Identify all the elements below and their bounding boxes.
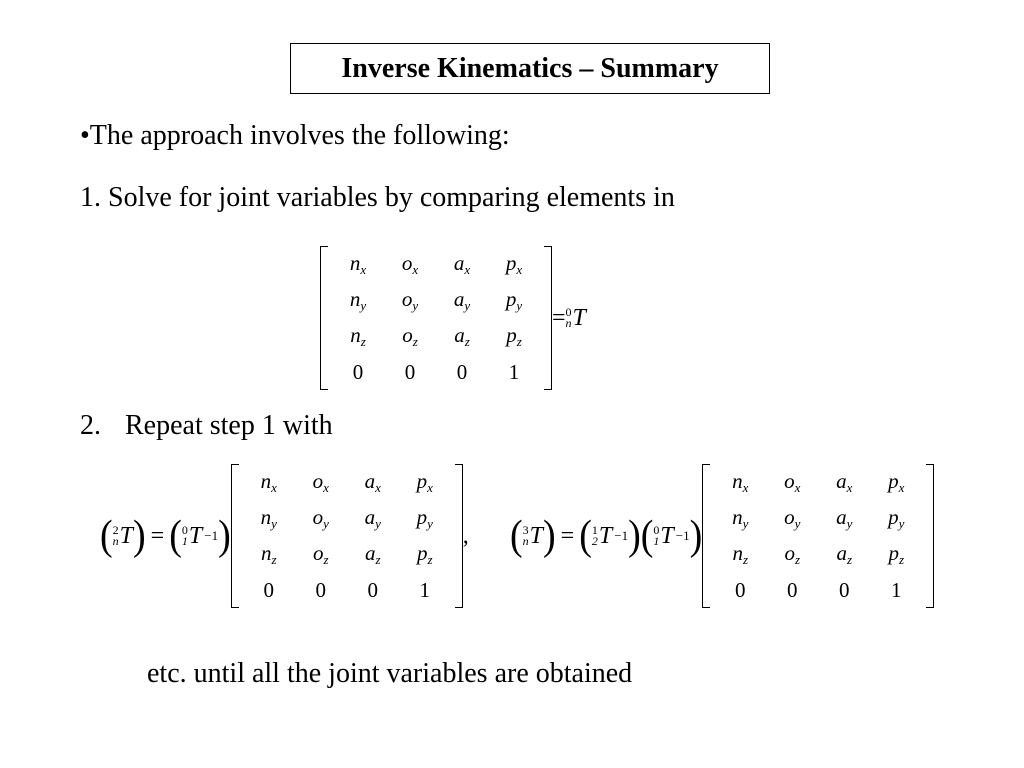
transform-symbol: T bbox=[188, 522, 203, 549]
intro-bullet: •The approach involves the following: bbox=[80, 120, 510, 151]
matrix-cell: $n_z$ bbox=[732, 540, 749, 567]
transform-matrix bbox=[231, 464, 463, 608]
matrix-cell: 0 bbox=[263, 577, 274, 602]
title-box bbox=[290, 43, 770, 94]
matrix-cell: $p_x$ bbox=[888, 468, 905, 495]
matrix-cell: $o_z$ bbox=[784, 540, 801, 567]
matrix-cell: $p_y$ bbox=[416, 504, 433, 531]
pre-subscript: n bbox=[565, 316, 572, 330]
matrix-cell: 0 bbox=[352, 359, 364, 384]
matrix-cell: $n_y$ bbox=[260, 504, 277, 531]
pre-subscript: 2 bbox=[591, 534, 598, 548]
matrix-cell: $a_x$ bbox=[453, 250, 471, 277]
matrix-cell: 0 bbox=[404, 359, 416, 384]
matrix-cell: $o_y$ bbox=[784, 504, 801, 531]
transform-symbol: T bbox=[119, 522, 134, 549]
matrix-cell: $o_y$ bbox=[401, 286, 419, 313]
equation-3 bbox=[510, 464, 934, 608]
matrix-cell: $a_y$ bbox=[453, 286, 471, 313]
matrix-cell: $o_x$ bbox=[312, 468, 329, 495]
matrix-cell: $a_x$ bbox=[364, 468, 381, 495]
eq1-rhs bbox=[552, 305, 586, 332]
equation-1 bbox=[320, 246, 586, 390]
inverse-exponent: −1 bbox=[614, 528, 629, 543]
matrix-cell: $n_y$ bbox=[349, 286, 367, 313]
equals-sign: = bbox=[150, 522, 165, 549]
matrix-cell: $o_x$ bbox=[784, 468, 801, 495]
pre-superscript: 0 bbox=[565, 305, 572, 319]
matrix-cell: 0 bbox=[735, 577, 746, 602]
matrix-cell: $o_y$ bbox=[312, 504, 329, 531]
pre-subscript: n bbox=[112, 534, 119, 548]
matrix-cell: $n_x$ bbox=[349, 250, 367, 277]
pre-superscript: 3 bbox=[522, 523, 529, 537]
matrix-cell: 0 bbox=[367, 577, 378, 602]
step-2-label: Repeat step 1 with bbox=[125, 410, 333, 441]
matrix-cell: $p_y$ bbox=[505, 286, 523, 313]
matrix-cell: 1 bbox=[508, 359, 520, 384]
matrix-cell: $o_x$ bbox=[401, 250, 419, 277]
step-2-number: 2. bbox=[80, 410, 101, 441]
eq2-lhs: ( 2 n T ) = ( 0 1 T −1 ) bbox=[100, 512, 231, 560]
matrix-cell: $p_z$ bbox=[506, 322, 522, 349]
matrix-cell: 0 bbox=[839, 577, 850, 602]
matrix-cell: $n_z$ bbox=[350, 322, 366, 349]
matrix-cell: $a_z$ bbox=[454, 322, 470, 349]
pre-subscript: n bbox=[522, 534, 529, 548]
transform-matrix bbox=[702, 464, 934, 608]
matrix-cell: $a_x$ bbox=[836, 468, 853, 495]
matrix-cell: $p_x$ bbox=[505, 250, 523, 277]
pre-superscript: 0 bbox=[181, 523, 188, 537]
matrix-cell: $a_z$ bbox=[836, 540, 853, 567]
pre-subscript: 1 bbox=[181, 534, 188, 548]
transform-symbol: T bbox=[572, 304, 586, 331]
matrix-cell: $n_z$ bbox=[260, 540, 277, 567]
matrix-cell: 0 bbox=[315, 577, 326, 602]
pre-superscript: 0 bbox=[653, 523, 660, 537]
matrix-cell: $a_y$ bbox=[836, 504, 853, 531]
pre-superscript: 2 bbox=[112, 523, 119, 537]
matrix-cell: $n_y$ bbox=[732, 504, 749, 531]
transform-symbol: T bbox=[529, 522, 544, 549]
matrix-cell: 0 bbox=[456, 359, 468, 384]
transform-symbol: T bbox=[660, 522, 674, 549]
eq3-lhs: ( 3 n T ) = ( 1 2 T −1 ) ( 0 1 T −1 ) bbox=[510, 512, 703, 560]
matrix-cell: 1 bbox=[419, 577, 430, 602]
step-2-text bbox=[80, 410, 333, 442]
matrix-cell: $o_z$ bbox=[312, 540, 329, 567]
matrix-cell: $a_z$ bbox=[364, 540, 381, 567]
closing-text: etc. until all the joint variables are obtained bbox=[147, 658, 633, 689]
matrix-cell: $a_y$ bbox=[364, 504, 381, 531]
transform-matrix bbox=[320, 246, 552, 390]
matrix-cell: $n_x$ bbox=[260, 468, 277, 495]
comma: , bbox=[462, 522, 469, 549]
matrix-cell: 1 bbox=[891, 577, 902, 602]
matrix-cell: $n_x$ bbox=[732, 468, 749, 495]
equals-sign: = bbox=[560, 522, 575, 549]
inverse-exponent: −1 bbox=[204, 528, 219, 543]
equals-sign: = bbox=[552, 304, 566, 331]
pre-subscript: 1 bbox=[653, 534, 660, 548]
transform-symbol: T bbox=[598, 522, 613, 549]
step-1-text: 1. Solve for joint variables by comparing elements in bbox=[80, 182, 675, 213]
slide-title: Inverse Kinematics – Summary bbox=[341, 52, 719, 84]
pre-superscript: 1 bbox=[591, 523, 598, 537]
inverse-exponent: −1 bbox=[675, 528, 690, 543]
matrix-cell: 0 bbox=[787, 577, 798, 602]
matrix-cell: $p_z$ bbox=[888, 540, 905, 567]
matrix-cell: $o_z$ bbox=[402, 322, 418, 349]
matrix-cell: $p_x$ bbox=[416, 468, 433, 495]
matrix-cell: $p_z$ bbox=[416, 540, 433, 567]
equation-2 bbox=[100, 464, 469, 608]
matrix-cell: $p_y$ bbox=[888, 504, 905, 531]
